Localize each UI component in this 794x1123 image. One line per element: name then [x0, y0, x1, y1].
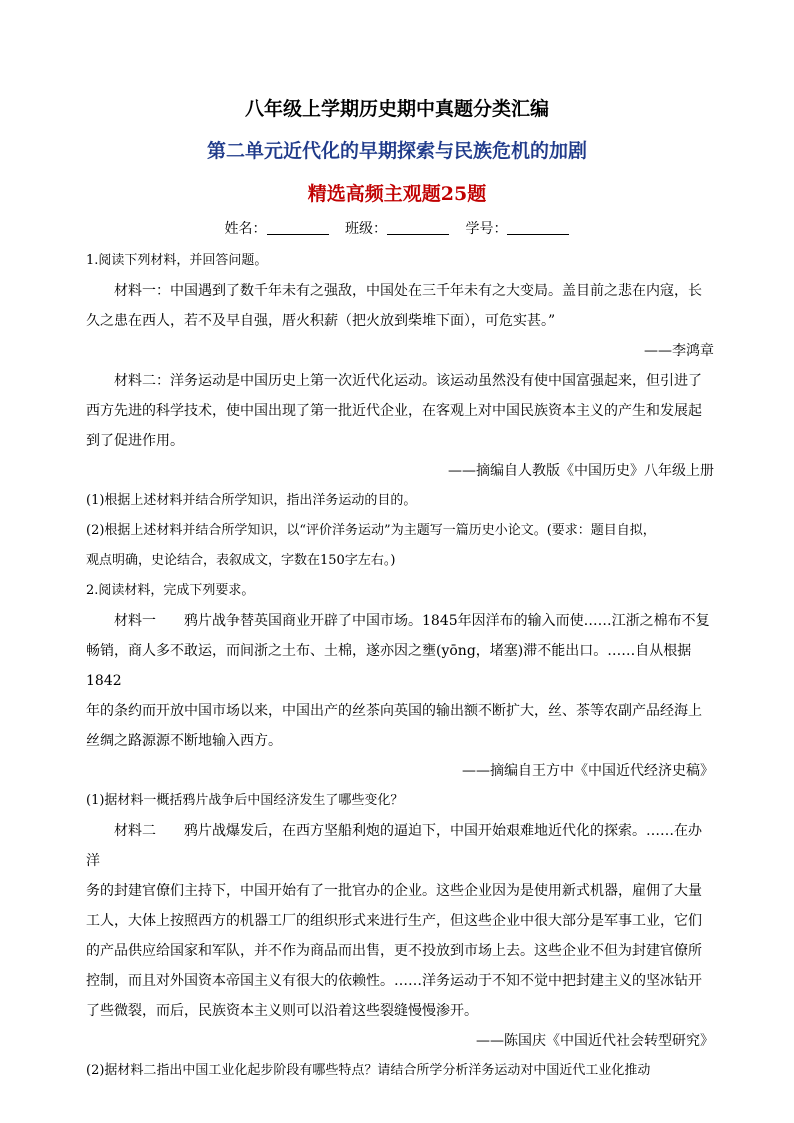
q2-material-2-line: 材料二 鸦片战爆发后，在西方坚船利炮的逼迫下，中国开始艰难地近代化的探索。……在办洋 — [86, 823, 702, 869]
id-label: 学号： — [465, 221, 508, 237]
class-label: 班级： — [345, 221, 387, 237]
q1-material-2-line: 西方先进的科学技术，使中国出现了第一批近代企业，在客观上对中国民族资本主义的产生和发展起 — [86, 403, 702, 419]
q1-material-1-line: 久之患在西人，若不及早自强，厝火积薪（把火放到柴堆下面），可危实甚。” — [86, 313, 556, 329]
q2-material-1-line: 年的条约而开放中国市场以来，中国出产的丝茶向英国的输出额不断扩大，丝、茶等农副产品经海上 — [86, 703, 702, 719]
q2-material-1-line: 材料一 鸦片战争替英国商业开辟了中国市场。1845年因洋布的输入而使……江浙之棉布不复 — [114, 613, 710, 629]
question-2-stem: 2.阅读材料，完成下列要求。 — [86, 583, 255, 598]
q1-material-1-line: 材料一：中国遇到了数千年未有之强敌，中国处在三千年未有之大变局。盖目前之悲在内寇，长 — [114, 283, 702, 299]
q1-material-1-source: ——李鸿章 — [644, 343, 714, 359]
q2-material-2-line: 了些微裂，而后，民族资本主义则可以沿着这些裂缝慢慢渗开。 — [86, 1003, 478, 1019]
q1-material-2-line: 到了促进作用。 — [86, 433, 184, 449]
q2-material-1-source: ——摘编自王方中《中国近代经济史稿》 — [462, 763, 714, 779]
id-field[interactable] — [507, 220, 569, 235]
q1-subquestion-2: 观点明确，史论结合，表叙成文，字数在150字左右。) — [86, 553, 396, 568]
q2-material-2-source: ——陈国庆《中国近代社会转型研究》 — [476, 1033, 714, 1049]
q1-subquestion-2: (2)根据上述材料并结合所学知识，以“评价洋务运动”为主题写一篇历史小论文。(要求：题目自拟， — [86, 523, 656, 538]
q2-material-2-line: 工人，大体上按照西方的机器工厂的组织形式来进行生产，但这些企业中很大部分是军事工业，它们 — [86, 913, 702, 929]
question-1-stem: 1.阅读下列材料，并回答问题。 — [86, 253, 268, 268]
q2-subquestion-2: (2)据材料二指出中国工业化起步阶段有哪些特点？请结合所学分析洋务运动对中国近代工业化推动 — [86, 1063, 651, 1078]
q2-material-2-line: 务的封建官僚们主持下，中国开始有了一批官办的企业。这些企业因为是使用新式机器，雇佣了大量 — [86, 883, 702, 899]
document-title: 八年级上学期历史期中真题分类汇编 — [244, 98, 549, 120]
name-field[interactable] — [267, 220, 329, 235]
unit-subtitle: 第二单元近代化的早期探索与民族危机的加剧 — [206, 140, 587, 162]
q2-subquestion-1: (1)据材料一概括鸦片战争后中国经济发生了哪些变化？ — [86, 793, 404, 808]
student-info — [0, 218, 794, 238]
q2-material-1-line: 畅销，商人多不敢运，而间浙之土布、土棉，遂亦因之壅(yōng，堵塞)滞不能出口。……自从根据1842 — [86, 643, 692, 689]
class-field[interactable] — [387, 220, 449, 235]
questions — [86, 246, 714, 1086]
q2-material-2-line: 控制，而且对外国资本帝国主义有很大的依赖性。……洋务运动于不知不觉中把封建主义的坚冰钻开 — [86, 973, 702, 989]
q2-material-2-line: 的产品供应给国家和军队，并不作为商品而出售，更不投放到市场上去。这些企业不但为封建官僚所 — [86, 943, 702, 959]
q1-subquestion-1: (1)根据上述材料并结合所学知识，指出洋务运动的目的。 — [86, 493, 417, 508]
name-label: 姓名： — [224, 221, 267, 237]
q2-material-1-line: 丝绸之路源源不断地输入西方。 — [86, 733, 282, 749]
q1-material-2-line: 材料二：洋务运动是中国历史上第一次近代化运动。该运动虽然没有使中国富强起来，但引进了 — [114, 373, 702, 389]
section-heading: 精选高频主观题25题 — [307, 183, 487, 205]
q1-material-2-source: ——摘编自人教版《中国历史》八年级上册 — [448, 463, 714, 479]
